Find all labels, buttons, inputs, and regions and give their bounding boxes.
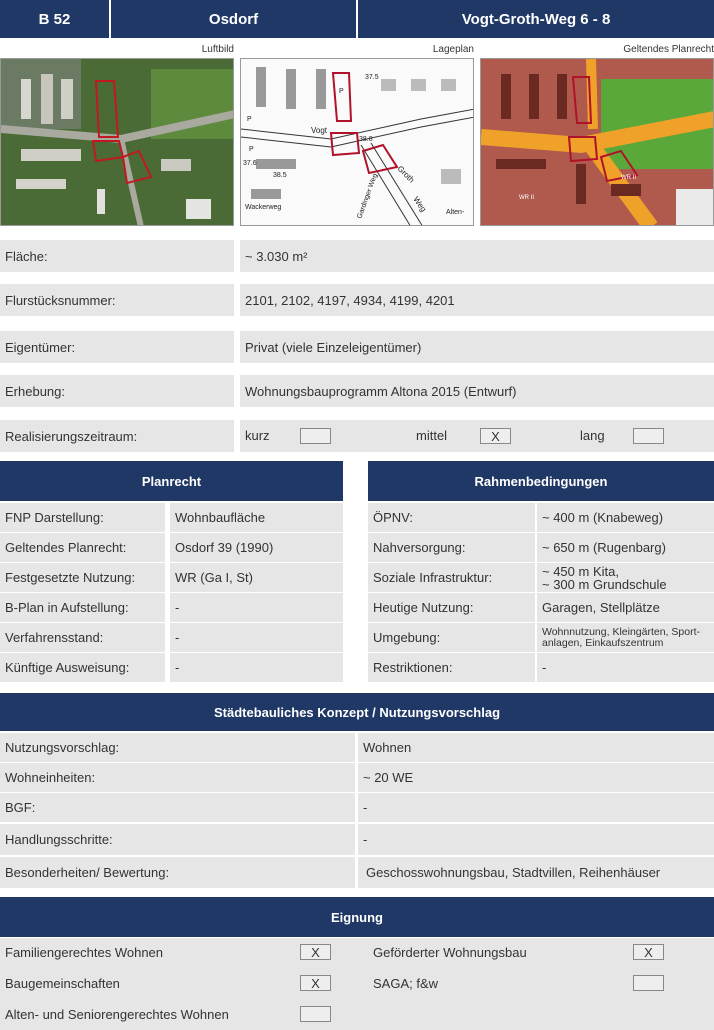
site-plan-label-3: P [249, 146, 254, 153]
realisierung-lang-checkbox[interactable] [633, 428, 664, 444]
konzept-value-3: - [358, 793, 714, 822]
zoning-label-1: WR II [519, 195, 534, 201]
zoning-image [480, 58, 714, 226]
eignung-gefoerdert-checkbox[interactable]: X [633, 944, 664, 960]
site-plan-label-12: P [247, 116, 252, 123]
site-plan-label-10: Weg [411, 194, 429, 214]
header-district: Osdorf [111, 0, 356, 38]
site-plan-label-1: 37.5 [365, 74, 379, 81]
eignung-bau-checkbox[interactable]: X [300, 975, 331, 991]
konzept-label-5: Besonderheiten/ Bewertung: [0, 857, 355, 888]
planrecht-label-2: Geltendes Planrecht: [0, 533, 165, 562]
flaeche-label: Fläche: [0, 240, 234, 272]
oepnv-label: ÖPNV: [368, 503, 535, 532]
eignung-familie-checkbox[interactable]: X [300, 944, 331, 960]
umgebung-value-line-1: Wohnnutzung, Kleingärten, Sport- [542, 625, 700, 638]
eigentuemer-label: Eigentümer: [0, 331, 234, 363]
eignung-familie-label: Familiengerechtes Wohnen [5, 945, 164, 960]
zoning-caption: Geltendes Planrecht [623, 44, 714, 55]
erhebung-value: Wohnungsbauprogramm Altona 2015 (Entwurf) [240, 375, 714, 407]
planrecht-label-1: FNP Darstellung: [0, 503, 165, 532]
nahversorgung-label: Nahversorgung: [368, 533, 535, 562]
eignung-bau-label: Baugemeinschaften [5, 976, 120, 991]
konzept-value-4: - [358, 824, 714, 855]
planrecht-label-4: B-Plan in Aufstellung: [0, 593, 165, 622]
restriktionen-value: - [537, 653, 714, 682]
konzept-value-2: ~ 20 WE [358, 763, 714, 792]
rahmen-header: Rahmenbedingungen [368, 461, 714, 501]
nutzung-value: Garagen, Stellplätze [537, 593, 714, 622]
planrecht-value-2: Osdorf 39 (1990) [170, 533, 343, 562]
planrecht-label-3: Festgesetzte Nutzung: [0, 563, 165, 592]
konzept-label-2: Wohneinheiten: [0, 763, 355, 792]
zoning-label-2: WR II [621, 175, 636, 181]
eignung-senioren-checkbox[interactable] [300, 1006, 331, 1022]
konzept-header: Städtebauliches Konzept / Nutzungsvorschlag [0, 693, 714, 731]
umgebung-value [537, 623, 714, 652]
planrecht-value-1: Wohnbaufläche [170, 503, 343, 532]
site-plan-label-4: Vogt [311, 126, 328, 135]
site-plan-label-5: 38.8 [359, 136, 373, 143]
oepnv-value: ~ 400 m (Knabeweg) [537, 503, 714, 532]
restriktionen-label: Restriktionen: [368, 653, 535, 682]
realisierung-lang-label: lang [580, 428, 605, 443]
soziale-value [537, 563, 714, 592]
planrecht-value-4: - [170, 593, 343, 622]
soziale-value-line-2: ~ 300 m Grundschule [542, 576, 667, 592]
realisierung-kurz-label: kurz [245, 428, 270, 443]
planrecht-value-6: - [170, 653, 343, 682]
header-code: B 52 [0, 0, 109, 38]
nutzung-label: Heutige Nutzung: [368, 593, 535, 622]
site-plan-label-8: Wackerweg [245, 204, 282, 211]
realisierung-mittel-label: mittel [416, 428, 448, 443]
planrecht-label-5: Verfahrensstand: [0, 623, 165, 652]
site-plan-label-7: Gardinger Weg [356, 172, 380, 220]
soziale-value-line-1: ~ 450 m Kita, [542, 563, 619, 579]
flurstuecke-label: Flurstücksnummer: [0, 284, 234, 316]
flurstuecke-value: 2101, 2102, 4197, 4934, 4199, 4201 [240, 284, 714, 316]
site-plan-label-9: Groth [395, 164, 417, 185]
planrecht-label-6: Künftige Ausweisung: [0, 653, 165, 682]
umgebung-value-line-2: anlagen, Einkaufszentrum [542, 636, 664, 649]
konzept-label-4: Handlungsschritte: [0, 824, 355, 855]
eignung-saga-label: SAGA; f&w [373, 976, 439, 991]
realisierung-label: Realisierungszeitraum: [0, 420, 234, 452]
site-plan-label-2: P [339, 88, 344, 95]
realisierung-kurz-checkbox[interactable] [300, 428, 331, 444]
soziale-label: Soziale Infrastruktur: [368, 563, 535, 592]
konzept-value-5: Geschosswohnungsbau, Stadtvillen, Reihenhäuser [358, 857, 714, 888]
realisierung-mittel-checkbox[interactable]: X [480, 428, 511, 444]
aerial-image [0, 58, 234, 226]
aerial-caption: Luftbild [201, 44, 234, 55]
umgebung-label: Umgebung: [368, 623, 535, 652]
flaeche-value: ~ 3.030 m² [240, 240, 714, 272]
erhebung-label: Erhebung: [0, 375, 234, 407]
planrecht-value-3: WR (Ga I, St) [170, 563, 343, 592]
konzept-label-1: Nutzungsvorschlag: [0, 733, 355, 762]
site-plan-image [240, 58, 474, 226]
eignung-gefoerdert-label: Geförderter Wohnungsbau [373, 945, 527, 960]
site-plan-label-11: Alten- [446, 209, 465, 216]
planrecht-value-5: - [170, 623, 343, 652]
eigentuemer-value: Privat (viele Einzeleigentümer) [240, 331, 714, 363]
planrecht-header: Planrecht [0, 461, 343, 501]
site-plan-label-13: 37.6 [243, 160, 257, 167]
site-plan-label-6: 38.5 [273, 172, 287, 179]
nahversorgung-value: ~ 650 m (Rugenbarg) [537, 533, 714, 562]
eignung-saga-checkbox[interactable] [633, 975, 664, 991]
konzept-label-3: BGF: [0, 793, 355, 822]
konzept-value-1: Wohnen [358, 733, 714, 762]
site-plan-caption: Lageplan [432, 44, 474, 55]
eignung-senioren-label: Alten- und Seniorengerechtes Wohnen [5, 1007, 229, 1022]
eignung-header: Eignung [0, 897, 714, 937]
header-address: Vogt-Groth-Weg 6 - 8 [358, 0, 714, 38]
